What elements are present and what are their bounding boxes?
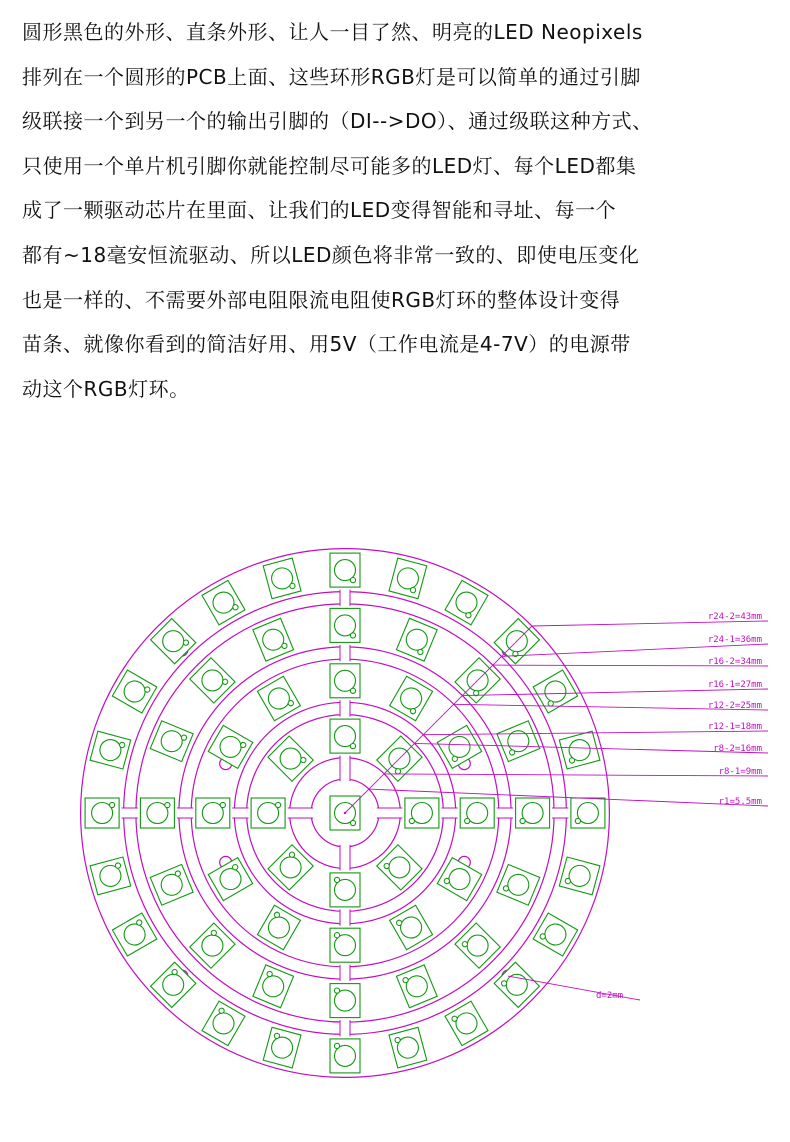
led-footprint (90, 857, 131, 895)
led-footprint (330, 664, 360, 698)
description-line: 级联接一个到另一个的输出引脚的（DI-->DO）、通过级联这种方式、 (22, 109, 653, 134)
ring-joint (288, 808, 314, 818)
dimension-label-r24: r24-2=43mm (707, 612, 762, 622)
description-line: 都有~18毫安恒流驱动、所以LED颜色将非常一致的、即使电压变化 (22, 242, 640, 267)
led-footprint (389, 558, 427, 599)
led-footprint (330, 984, 360, 1018)
led-footprint (140, 798, 174, 828)
ring-joint (340, 756, 350, 782)
led-footprint (150, 721, 193, 762)
led-footprint (190, 923, 235, 968)
led-footprint (396, 965, 437, 1008)
dimension-label-r8: r8-2=16mm (713, 744, 762, 754)
ring-joint (340, 965, 350, 981)
led-footprint (196, 798, 230, 828)
hole-diameter-label: d=2mm (596, 991, 624, 1001)
led-ring-diagram (0, 520, 790, 1142)
led-footprint (253, 618, 294, 661)
description-line: 动这个RGB灯环。 (22, 376, 190, 401)
description-line: 苗条、就像你看到的简洁好用、用5V（工作电流是4-7V）的电源带 (22, 332, 631, 357)
led-footprint (190, 658, 235, 703)
led-footprint (263, 558, 301, 599)
ring-joint (377, 808, 403, 818)
ring-joint (232, 808, 248, 818)
dimension-label-r12: r12-1=18mm (707, 722, 762, 732)
led-footprint (253, 965, 294, 1008)
led-footprint (460, 798, 494, 828)
ring-joint (340, 590, 350, 606)
led-footprint (151, 962, 196, 1007)
ring-joint (340, 845, 350, 871)
led-footprint (330, 928, 360, 962)
led-footprint (268, 736, 313, 781)
led-footprint (330, 873, 360, 907)
led-footprint (85, 798, 119, 828)
dimension-label-r12: r12-2=25mm (707, 701, 762, 711)
led-footprint (389, 1027, 427, 1068)
led-footprint (494, 962, 539, 1007)
led-footprint (377, 845, 422, 890)
dimension-label-r16: r16-2=34mm (707, 657, 762, 667)
led-footprint (330, 608, 360, 642)
ring-joint (441, 808, 457, 818)
led-footprint (150, 864, 193, 905)
radius-line (345, 626, 532, 813)
led-footprint (559, 731, 600, 769)
description-line: 排列在一个圆形的PCB上面、这些环形RGB灯是可以简单的通过引脚 (22, 64, 641, 89)
ring-joint (497, 808, 513, 818)
dimension-label-r24: r24-1=36mm (707, 635, 762, 645)
led-footprint (396, 618, 437, 661)
led-footprint (268, 845, 313, 890)
description-line: 成了一颗驱动芯片在里面、让我们的LED变得智能和寻址、每一个 (22, 198, 617, 223)
led-footprint (330, 719, 360, 753)
led-footprint (405, 798, 439, 828)
led-footprint (516, 798, 550, 828)
description-line: 圆形黑色的外形、直条外形、让人一目了然、明亮的LED Neopixels (22, 20, 643, 44)
dimension-label-r8: r8-1=9mm (718, 767, 762, 777)
dimension-leader (384, 774, 768, 776)
ring-joint (340, 700, 350, 716)
ring-joint (340, 1020, 350, 1036)
led-footprint (263, 1027, 301, 1068)
led-footprint (497, 721, 540, 762)
led-footprint (251, 798, 285, 828)
led-footprint (455, 923, 500, 968)
led-footprint (90, 731, 131, 769)
led-footprint (497, 864, 540, 905)
ring-joint (122, 808, 138, 818)
dimension-label-r16: r16-1=27mm (707, 680, 762, 690)
description-line: 也是一样的、不需要外部电阻限流电阻使RGB灯环的整体设计变得 (22, 287, 621, 312)
led-footprint (330, 1039, 360, 1073)
led-footprint (151, 619, 196, 664)
led-footprint (559, 857, 600, 895)
description-line: 只使用一个单片机引脚你就能控制尽可能多的LED灯、每个LED都集 (22, 153, 637, 178)
ring-joint (177, 808, 193, 818)
description-text (22, 10, 782, 411)
ring-joint (340, 909, 350, 925)
ring-joint (340, 645, 350, 661)
led-footprint (571, 798, 605, 828)
led-footprint (330, 553, 360, 587)
dimension-label-r1: r1=5.5mm (718, 797, 762, 807)
ring-joint (552, 808, 568, 818)
dimension-leader (502, 644, 768, 656)
